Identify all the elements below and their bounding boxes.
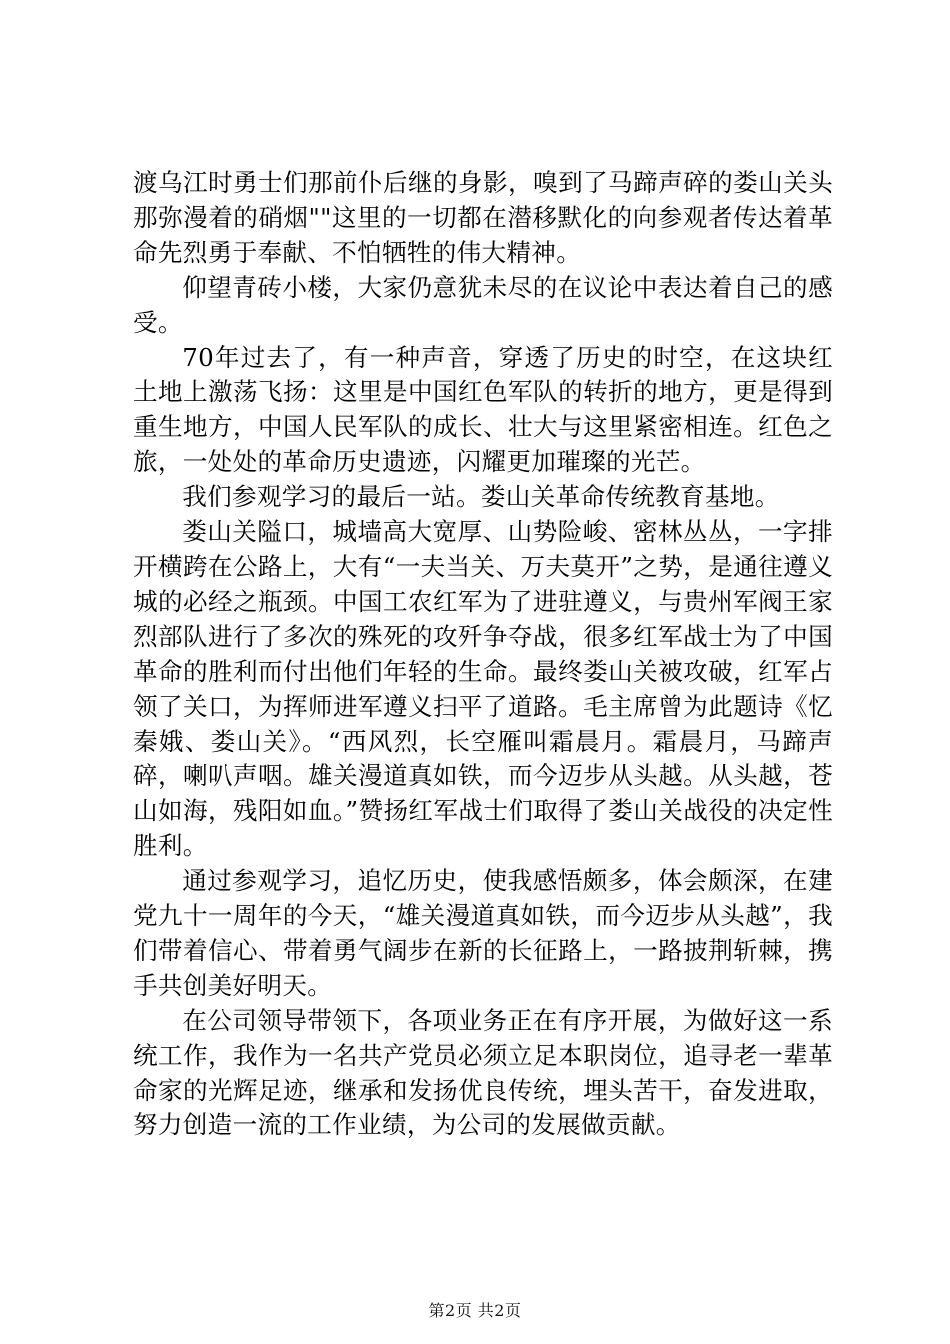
- paragraph: 仰望青砖小楼，大家仍意犹未尽的在议论中表达着自己的感受。: [133, 272, 833, 337]
- paragraph: 我们参观学习的最后一站。娄山关革命传统教育基地。: [182, 482, 780, 512]
- paragraph: 娄山关隘口，城墙高大宽厚、山势险峻、密林丛丛，一字排开横跨在公路上，大有“一夫当关、万夫莫开”之势，是通往遵义城的必经之瓶颈。中国工农红军为了进驻遵义，与贵州军阀王家烈部队进行了多次的殊死的攻歼争夺战，很多红军战士为了中国革命的胜利而付出他们年轻的生命。最终娄山关被攻破，红军占领了关口，为挥师进军遵义扫平了道路。毛主席曾为此题诗《忆秦娥、娄山关》。“西风烈，长空雁叫霜晨月。霜晨月，马蹄声碎，喇叭声咽。雄关漫道真如铁，而今迈步从头越。从头越，苍山如海，残阳如血。”赞扬红军战士们取得了娄山关战役的决定性胜利。: [133, 517, 833, 861]
- paragraph: 通过参观学习，追忆历史，使我感悟颇多，体会颇深，在建党九十一周年的今天，“雄关漫道真如铁，而今迈步从头越”，我们带着信心、带着勇气阔步在新的长征路上，一路披荆斩棘，携手共创美好明天。: [133, 866, 833, 1000]
- document-body: [133, 166, 833, 1143]
- paragraph: 70年过去了，有一种声音，穿透了历史的时空，在这块红土地上激荡飞扬：这里是中国红色军队的转折的地方，更是得到重生地方，中国人民军队的成长、壮大与这里紧密相连。红色之旅，一处处的革命历史遗迹，闪耀更加璀璨的光芒。: [133, 342, 833, 477]
- paragraph: 在公司领导带领下，各项业务正在有序开展，为做好这一系统工作，我作为一名共产党员必须立足本职岗位，追寻老一辈革命家的光辉足迹，继承和发扬优良传统，埋头苦干，奋发进取，努力创造一流的工作业绩，为公司的发展做贡献。: [133, 1005, 833, 1140]
- paragraph: 渡乌江时勇士们那前仆后继的身影，嗅到了马蹄声碎的娄山关头那弥漫着的硝烟""这里的一切都在潜移默化的向参观者传达着革命先烈勇于奉献、不怕牺牲的伟大精神。: [133, 168, 833, 267]
- page-number-footer: 第2页 共2页: [428, 1301, 522, 1320]
